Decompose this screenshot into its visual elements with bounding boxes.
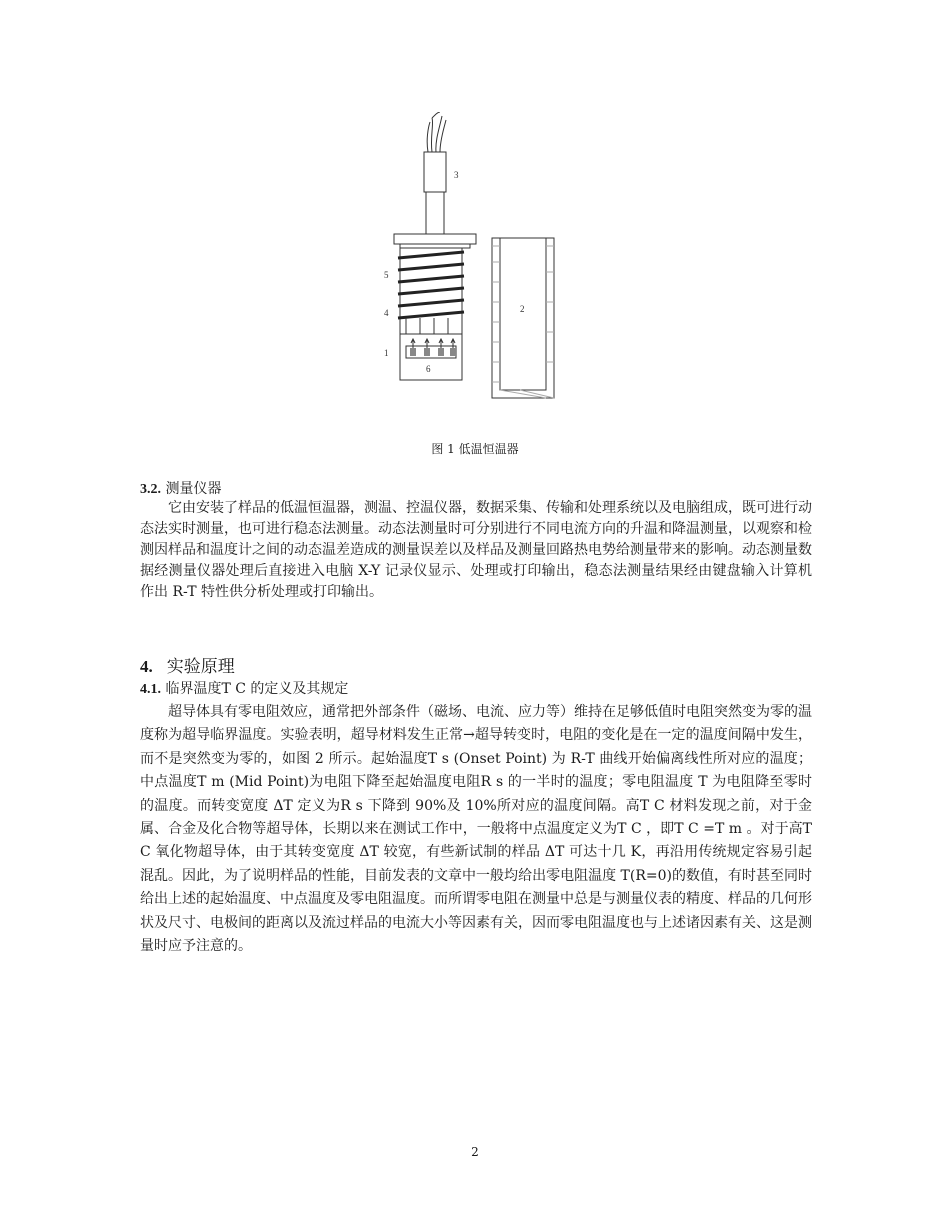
page-number: 2 xyxy=(471,1145,479,1159)
section-number: 3.2. xyxy=(140,482,161,497)
section-4-1-heading xyxy=(140,678,348,698)
figure-label-2: 2 xyxy=(520,304,525,314)
cryostat-diagram xyxy=(380,112,580,412)
section-3-2-body xyxy=(140,498,812,603)
figure-label-1: 1 xyxy=(384,348,389,358)
section-title: 测量仪器 xyxy=(165,481,222,497)
figure-label-5: 5 xyxy=(384,270,389,280)
section-4-1-body xyxy=(140,701,812,958)
paragraph: 它由安装了样品的低温恒温器，测温、控温仪器，数据采集、传输和处理系统以及电脑组成，既可进行动态法实时测量，也可进行稳态法测量。动态法测量时可分别进行不同电流方向的升温和降温测量，以观察和检测因样品和温度计之间的动态温差造成的测量误差以及样品及测量回路热电势给测量带来的影响。动态测量数据经测量仪器处理后直接进入电脑 X-Y 记录仪显示、处理或打印输出，稳态法测量结果经由键盘输入计算机作出 R-T 特性供分析处理或打印输出。 xyxy=(140,500,812,600)
section-number: 4.1. xyxy=(140,682,161,697)
figure-caption: 图 1 低温恒温器 xyxy=(431,442,519,456)
section-title: 实验原理 xyxy=(166,657,235,677)
paragraph: 超导体具有零电阻效应，通常把外部条件（磁场、电流、应力等）维持在足够低值时电阻突然变为零的温度称为超导临界温度。实验表明，超导材料发生正常→超导转变时，电阻的变化是在一定的温度间隔中发生，而不是突然变为零的，如图 2 所示。起始温度T s (Onset Point) 为 R-T 曲线开始偏离线性所对应的温度；中点温度T m (Mid Point)为电阻下降至起始温度电阻R s 的一半时的温度；零电阻温度 T 为电阻降至零时的温度。而转变宽度 ΔT 定义为R s 下降到 90%及 10%所对应的温度间隔。高T C 材料发现之前，对于金属、合金及化合物等超导体，长期以来在测试工作中，一般将中点温度定义为T C ，即T C =T m 。对于高T C 氧化物超导体，由于其转变宽度 ΔT 较宽，有些新试制的样品 ΔT 可达十几 K，再沿用传统规定容易引起混乱。因此，为了说明样品的性能，目前发表的文章中一般均给出零电阻温度 T(R=0)的数值，有时甚至同时给出上述的起始温度、中点温度及零电阻温度。而所谓零电阻在测量中总是与测量仪表的精度、样品的几何形状及尺寸、电极间的距离以及流过样品的电流大小等因素有关，因而零电阻温度也与上述诸因素有关、这是测量时应予注意的。 xyxy=(140,704,812,955)
figure-label-6: 6 xyxy=(426,364,431,374)
figure-label-3: 3 xyxy=(454,170,459,180)
figure-label-4: 4 xyxy=(384,308,389,318)
section-3-2-heading xyxy=(140,478,221,498)
section-number: 4. xyxy=(140,657,153,676)
section-title: 临界温度T C 的定义及其规定 xyxy=(165,681,349,697)
section-4-heading xyxy=(140,652,235,677)
